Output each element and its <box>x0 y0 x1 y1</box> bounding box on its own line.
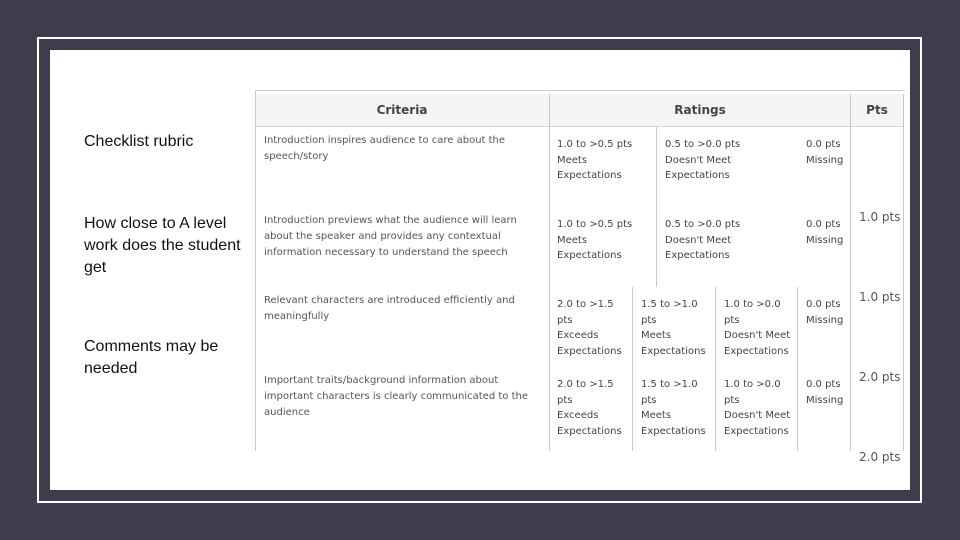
rating-points: 0.0 pts <box>806 379 841 390</box>
criterion-text: Relevant characters are introduced efficiently and meaningfully <box>264 295 515 322</box>
rating-description: Missing <box>806 154 844 166</box>
rating-divider <box>797 287 798 451</box>
rating-cell <box>641 297 713 359</box>
table-left-border <box>255 91 256 451</box>
rating-cell <box>557 297 629 359</box>
rating-points: 0.0 pts <box>806 219 841 230</box>
rating-divider <box>656 127 657 287</box>
rating-cell <box>665 217 745 264</box>
criteria-divider <box>549 94 550 451</box>
rating-points: 1.5 to >1.0 pts <box>641 379 698 406</box>
rating-points: 1.0 to >0.5 pts <box>557 219 633 230</box>
row-points: 1.0 pts <box>859 290 901 304</box>
rating-cell <box>665 137 745 184</box>
rating-description: Meets Expectations <box>557 154 622 181</box>
criterion-text: Introduction previews what the audience will learn about the speaker and provides any contextual information necessary to understand the speech <box>264 215 517 258</box>
rating-description: Missing <box>806 234 844 246</box>
row-points: 2.0 pts <box>859 370 901 384</box>
rating-description: Meets Expectations <box>557 234 622 261</box>
rating-cell <box>557 377 629 439</box>
rating-cell <box>724 377 796 439</box>
note-checklist-rubric: Checklist rubric <box>84 133 194 150</box>
rating-points: 0.5 to >0.0 pts <box>665 139 741 150</box>
rating-description: Doesn't Meet Expectations <box>724 410 791 437</box>
rating-description: Exceeds Expectations <box>557 410 622 437</box>
note-comments: Comments may be needed <box>84 338 219 377</box>
rating-divider <box>632 287 633 451</box>
rating-description: Meets Expectations <box>641 410 706 437</box>
note-a-level-work: How close to A level work does the student get <box>84 215 241 276</box>
rating-cell <box>557 137 652 184</box>
ratings-header: Ratings <box>550 94 850 127</box>
rating-points: 2.0 to >1.5 pts <box>557 379 614 406</box>
rating-points: 0.5 to >0.0 pts <box>665 219 741 230</box>
rating-description: Doesn't Meet Expectations <box>665 234 732 261</box>
slide <box>50 50 910 490</box>
rating-cell <box>724 297 796 359</box>
rubric-table <box>255 90 905 464</box>
rating-description: Missing <box>806 394 844 406</box>
rating-points: 0.0 pts <box>806 139 841 150</box>
pts-divider <box>850 94 851 451</box>
table-right-border <box>903 94 904 451</box>
rating-cell <box>806 217 848 248</box>
row-points: 2.0 pts <box>859 450 901 464</box>
pts-header: Pts <box>851 94 903 127</box>
rating-points: 2.0 to >1.5 pts <box>557 299 614 326</box>
rating-points: 1.0 to >0.5 pts <box>557 139 633 150</box>
rating-points: 1.0 to >0.0 pts <box>724 379 781 406</box>
rating-points: 0.0 pts <box>806 299 841 310</box>
row-points: 1.0 pts <box>859 210 901 224</box>
rating-points: 1.5 to >1.0 pts <box>641 299 698 326</box>
rating-points: 1.0 to >0.0 pts <box>724 299 781 326</box>
criteria-header: Criteria <box>255 94 549 127</box>
rating-cell <box>806 137 848 168</box>
rating-cell <box>806 297 848 328</box>
rating-description: Missing <box>806 314 844 326</box>
rating-cell <box>557 217 652 264</box>
rating-divider <box>715 287 716 451</box>
rating-description: Meets Expectations <box>641 330 706 357</box>
rating-cell <box>806 377 848 408</box>
criterion-text: Important traits/background information about important characters is clearly communicated to the audience <box>264 375 528 418</box>
rating-description: Doesn't Meet Expectations <box>724 330 791 357</box>
rating-description: Doesn't Meet Expectations <box>665 154 732 181</box>
criterion-text: Introduction inspires audience to care about the speech/story <box>264 135 506 162</box>
rating-description: Exceeds Expectations <box>557 330 622 357</box>
rating-cell <box>641 377 713 439</box>
